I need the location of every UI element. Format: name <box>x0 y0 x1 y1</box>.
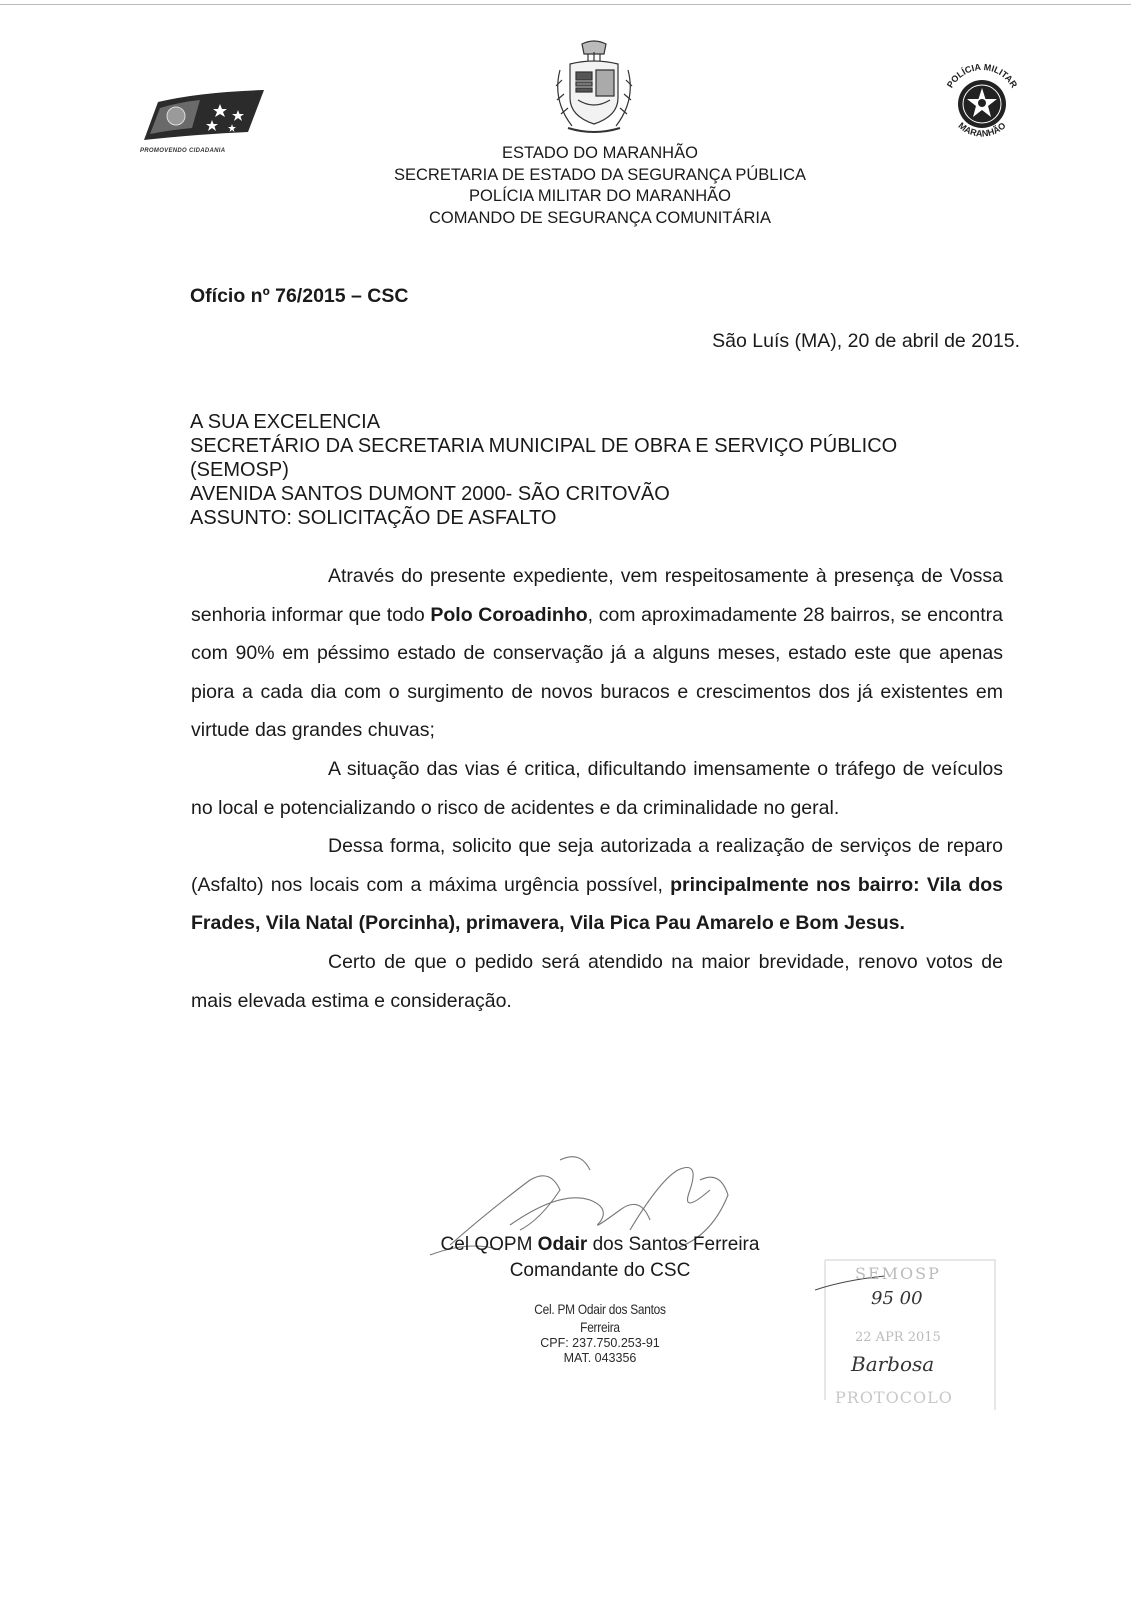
state-coat-of-arms <box>548 40 640 140</box>
scan-edge-line <box>0 4 1131 5</box>
stamp-cpf: CPF: 237.750.253-91 <box>540 1336 660 1350</box>
header-state: ESTADO DO MARANHÃO <box>502 144 698 162</box>
name-part-bold: Odair <box>537 1234 588 1255</box>
name-part: Cel QOPM <box>440 1234 538 1255</box>
paragraph-text: , com aproximadamente 28 bairros, se encontra com 90% em péssimo estado de conservação já a alguns meses, estado este que apenas piora a cada dia com o surgimento de novos buracos e crescimentos dos já existentes em virtude das grandes chuvas; <box>191 603 1004 742</box>
stamp-org: SEMOSP <box>855 1264 941 1283</box>
document-number: Ofício nº 76/2015 – CSC <box>190 285 409 307</box>
header-police: POLÍCIA MILITAR DO MARANHÃO <box>469 187 731 205</box>
bold-text: Polo Coroadinho <box>430 603 588 626</box>
logo-caption: PROMOVENDO CIDADANIA <box>140 148 226 154</box>
policia-militar-seal <box>934 56 1030 152</box>
recipient-acronym: (SEMOSP) <box>190 459 289 481</box>
seal-bottom-text: MARANHÃO <box>956 120 1008 139</box>
protocol-stamp <box>815 1240 1015 1420</box>
bold-text: principalmente nos bairro: Vila dos Frades, Vila Natal (Porcinha), primavera, Vila Pica Pau Amarelo e Bom Jesus. <box>191 873 1004 935</box>
signature-stamp <box>500 1300 700 1366</box>
name-part: dos Santos Ferreira <box>587 1234 760 1255</box>
paragraph-text: Dessa forma, solicito que seja autorizada a realização de serviços de reparo (Asfalto) nos locais com a máxima urgência possível, <box>191 835 1003 896</box>
paragraph-3 <box>191 827 1003 943</box>
letterhead <box>300 143 900 229</box>
signatory-role: Comandante do CSC <box>509 1260 691 1281</box>
subject-line: ASSUNTO: SOLICITAÇÃO DE ASFALTO <box>190 507 557 529</box>
signatory-name <box>300 1232 900 1258</box>
coat-of-arms-icon <box>548 40 640 140</box>
header-command: COMANDO DE SEGURANÇA COMUNITÁRIA <box>429 208 771 227</box>
police-seal-icon <box>934 56 1030 152</box>
document-date: São Luís (MA), 20 de abril de 2015. <box>712 330 1020 352</box>
letter-body <box>191 557 1003 1020</box>
handwritten-receiver: Barbosa <box>851 1352 935 1376</box>
stamp-label: PROTOCOLO <box>835 1388 953 1407</box>
recipient-block <box>190 410 1030 530</box>
seal-top-text: POLÍCIA MILITAR <box>944 61 1020 90</box>
recipient-title: SECRETÁRIO DA SECRETARIA MUNICIPAL DE OBRA E SERVIÇO PÚBLICO <box>190 435 898 457</box>
paragraph-text: Através do presente expediente, vem respeitosamente à presença de Vossa senhoria informar que todo <box>191 565 1003 626</box>
handwritten-number: 95 00 <box>871 1288 923 1309</box>
paragraph-2: A situação das vias é critica, dificultando imensamente o tráfego de veículos no local e potencializando o risco de acidentes e da criminalidade no geral. <box>191 757 1003 819</box>
promovendo-cidadania-logo <box>140 88 272 158</box>
stamp-date: 22 APR 2015 <box>855 1330 941 1345</box>
flag-emblem-icon <box>140 88 272 146</box>
recipient-address: AVENIDA SANTOS DUMONT 2000- SÃO CRITOVÃO <box>190 483 670 505</box>
paragraph-4: Certo de que o pedido será atendido na maior brevidade, renovo votos de mais elevada estima e consideração. <box>191 950 1003 1012</box>
paragraph-1 <box>191 557 1003 750</box>
stamp-registration: MAT. 043356 <box>563 1351 637 1365</box>
recipient-salutation: A SUA EXCELENCIA <box>190 411 381 433</box>
header-secretariat: SECRETARIA DE ESTADO DA SEGURANÇA PÚBLICA <box>394 165 806 184</box>
stamp-name: Cel. PM Odair dos Santos Ferreira <box>534 1301 666 1335</box>
